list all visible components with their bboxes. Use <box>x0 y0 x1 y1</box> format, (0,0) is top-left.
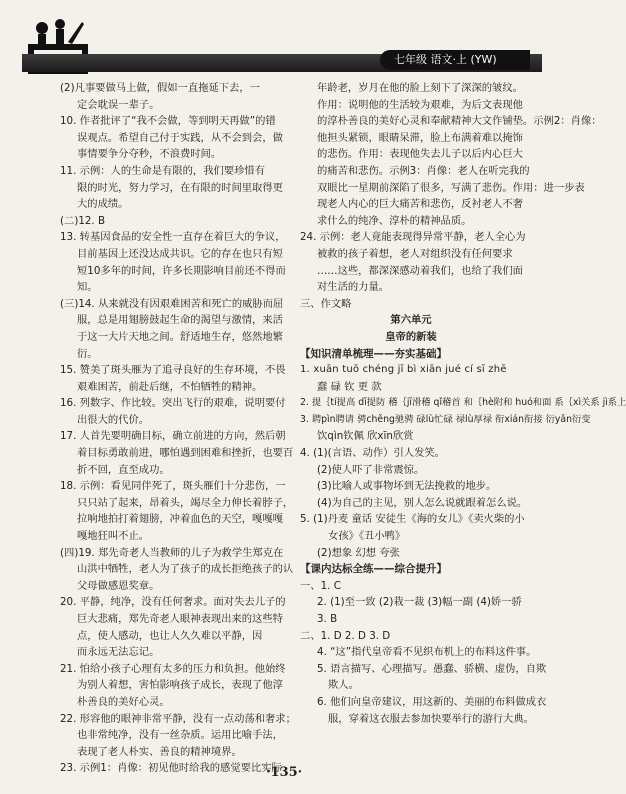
answer-5: 5. (1)丹麦 童话 安徒生《海的女儿》《卖火柴的小 <box>300 513 525 526</box>
answer-b5: 5. 语言描写、心理描写。愚蠢、骄横、虚伪，自欺 <box>317 662 547 675</box>
right-column <box>300 80 626 727</box>
section-heading-knowledge: 【知识清单梳理——夯实基础】 <box>300 347 447 360</box>
left-answer-line: 表现了老人朴实、善良的精神境界。 <box>77 745 242 758</box>
left-answer-line: 山洪中牺牲，老人为了孩子的成长拒绝孩子的认 <box>77 563 294 576</box>
right-answer-line: 年龄老，岁月在他的脸上刻下了深深的皱纹。 <box>317 82 523 94</box>
left-answer-line: (四)19. 郑先奇老人当教师的儿子为救学生郑克在 <box>60 546 284 559</box>
left-answer-line: 限的时光，努力学习，在有限的时间里取得更 <box>77 181 283 194</box>
left-answer-line: (2)凡事要做马上做，假如一直拖延下去，一 <box>60 82 260 94</box>
left-answer-line: 服，总是用翅膀鼓起生命的渴望与激情，来活 <box>77 314 283 327</box>
answer-5c: (2)想象 幻想 夸张 <box>317 546 400 559</box>
left-answer-line: 20. 平静，纯净，没有任何奢求。面对失去儿子的 <box>60 596 286 609</box>
right-answer-line: 的悲伤。作用：表现他失去儿子以后内心巨大 <box>317 148 523 161</box>
lesson-title: 皇帝的新装 <box>385 330 437 343</box>
answer-5b: 女孩》《丑小鸭》 <box>328 530 406 543</box>
answer-a3: 3. B <box>317 613 338 625</box>
left-answer-line: (三)14. 从来就没有因艰难困苦和死亡的威胁而屈 <box>60 297 284 310</box>
answer-b1: 二、1. D 2. D 3. D <box>300 629 391 642</box>
answer-4: 4. (1)(言语、动作）引人发笑。 <box>300 447 445 460</box>
left-answer-line: 拉响地拍打着翅膀，冲着血色的天空，嘎嘎嘎 <box>77 513 283 526</box>
left-answer-line: 22. 形容他的眼神非常平静，没有一点动荡和奢求； <box>60 712 296 725</box>
right-answer-line: 的痛苦和悲伤。示例3：肖像：老人在听完我的 <box>317 164 530 177</box>
left-answer-line: (二)12. B <box>60 214 106 227</box>
left-answer-line: 11. 示例：人的生命是有限的，我们要珍惜有 <box>60 164 265 177</box>
left-answer-line: 巨大悲痛，郑先奇老人眼神表现出来的这些特 <box>77 613 283 625</box>
left-answer-line: 21. 怕给小孩子心理有太多的压力和负担。他始终 <box>60 662 286 675</box>
left-answer-line: 短10多年的时间，许多长期影响目前还不得而 <box>77 264 286 277</box>
left-answer-line: 定会耽误一辈子。 <box>77 98 160 111</box>
pinyin-line: 1. xuān tuō chéng jī bì xiān jué cí sī zhē <box>300 364 507 376</box>
right-answer-line: 求什么的纯净、淳朴的精神品质。 <box>317 214 472 227</box>
answer-b6b: 服，穿着这衣服去参加快要举行的游行大典。 <box>328 712 534 725</box>
page-number: ·135· <box>266 765 303 780</box>
left-answer-line: 误观点。希望自己付于实践，从不会到会，做 <box>77 131 283 144</box>
answer-3b: 饮qìn钦佩 欣xīn欣赏 <box>317 430 414 443</box>
unit-title: 第六单元 <box>390 314 432 327</box>
answer-4-3: (3)比喻人或事物坏到无法挽救的地步。 <box>317 480 497 493</box>
answer-4-4: (4)为自己的主见，别人怎么说就跟着怎么说。 <box>317 496 528 509</box>
left-answer-line: 艰难困苦，前赴后继，不怕牺牲的精神。 <box>77 380 263 393</box>
left-answer-line: 出很大的代价。 <box>77 413 150 426</box>
right-answer-line: 他担头紧锁，眼睛呆滞，脸上布满着难以掩饰 <box>317 131 523 144</box>
answer-3: 3. 聘pìn聘请 骋chěng驰骋 碌lù忙碌 禄lù厚禄 衔xián衔接 衍yǎn衍变 <box>300 413 591 425</box>
right-answer-line: 对生活的力量。 <box>317 281 390 294</box>
right-answer-line: 作用：说明他的生活较为艰难，为后文表现他 <box>317 98 523 111</box>
left-answer-line: 只只站了起来，昂着头，竭尽全力伸长着脖子， <box>77 496 294 509</box>
left-answer-line: 23. 示例1：肖像：初见他时给我的感觉要比实际 <box>60 762 282 775</box>
left-answer-line: 18. 示例：看见同伴死了，斑头雁们十分悲伤，一 <box>60 480 286 493</box>
answer-a2: 2. (1)至一致 (2)栽一裁 (3)幅一副 (4)娇一骄 <box>317 596 522 609</box>
left-answer-line: 朴善良的美好心灵。 <box>77 695 170 708</box>
header-subject-label: 七年级 语文·上 (YW) <box>380 50 530 70</box>
right-answer-line: 双眼比一星期前深陷了很多，写满了悲伤。作用：进一步表 <box>317 181 585 194</box>
left-answer-line: 16. 列数字、作比较。突出飞行的艰难，说明要付 <box>60 397 286 410</box>
left-answer-line: 也非常纯净，没有一丝杂质。运用比喻手法， <box>77 729 283 742</box>
left-answer-line: 13. 转基因食品的安全性一直存在着巨大的争议， <box>60 231 286 244</box>
answer-b4: 4. “这”指代皇帝看不见织布机上的布料这件事。 <box>317 646 537 659</box>
left-answer-line: 而永远无法忘记。 <box>77 646 160 659</box>
left-answer-line: 折不回，直至成功。 <box>77 463 170 476</box>
right-answer-line: 被救的孩子着想，老人对组织没有任何要求 <box>317 247 513 260</box>
left-answer-line: 15. 赞美了斑头雁为了追寻良好的生存环境，不畏 <box>60 364 286 377</box>
left-answer-line: 10. 作者批评了“我不会做，等到明天再做”的错 <box>60 115 276 128</box>
section-heading-practice: 【课内达标全练——综合提升】 <box>300 563 447 576</box>
left-answer-line: 衍。 <box>77 347 98 360</box>
left-answer-line: 大的成绩。 <box>77 198 129 211</box>
left-answer-line: 点，使人感动，也让人久久难以平静，因 <box>77 629 263 642</box>
left-answer-line: 着目标勇敢前进，哪怕遇到困难和挫折，也要百 <box>77 447 294 460</box>
answer-b5b: 欺人。 <box>328 679 359 692</box>
left-answer-line: 为别人着想，害怕影响孩子成长，表现了他淳 <box>77 679 283 692</box>
left-answer-line: 于这一大片天地之间。舒适地生存，悠然地繁 <box>77 330 283 343</box>
answer-a1: 一、1. C <box>300 579 341 592</box>
left-answer-line: 父母做感恩奖章。 <box>77 579 160 592</box>
answer-b6: 6. 他们向皇帝建议，用这新的、美丽的布料做成衣 <box>317 695 547 708</box>
right-answer-line: ……这些，都深深感动着我们，也给了我们面 <box>317 264 523 277</box>
right-answer-line: 24. 示例：老人竟能表现得异常平静，老人全心为 <box>300 231 526 244</box>
left-answer-line: 17. 人首先要明确目标，确立前进的方向，然后朝 <box>60 430 286 443</box>
answer-2: 2. 提｛tí提高 dī提防 稽｛jī滑稽 qǐ稽首 和｛hè附和 huó和面 系｛xì关系 jì系上 <box>300 397 626 409</box>
left-answer-line: 事情要争分夺秒，不浪费时间。 <box>77 148 222 161</box>
right-answer-line: 三、作文略 <box>300 297 352 310</box>
left-answer-line: 嘎地狂叫不止。 <box>77 530 150 543</box>
left-answer-line: 知。 <box>77 281 98 294</box>
right-answer-line: 现老人内心的巨大痛苦和悲伤，反衬老人不奢 <box>317 198 523 211</box>
left-answer-line: 目前基因上还没达成共识。它的存在也只有短 <box>77 247 283 260</box>
right-answer-line: 的淳朴善良的美好心灵和奉献精神大文作铺垫。示例2：肖像： <box>317 115 602 128</box>
answer-4-2: (2)使人吓了非常震惊。 <box>317 463 425 476</box>
pinyin-chars: 蠢 碌 钦 更 款 <box>317 380 382 393</box>
